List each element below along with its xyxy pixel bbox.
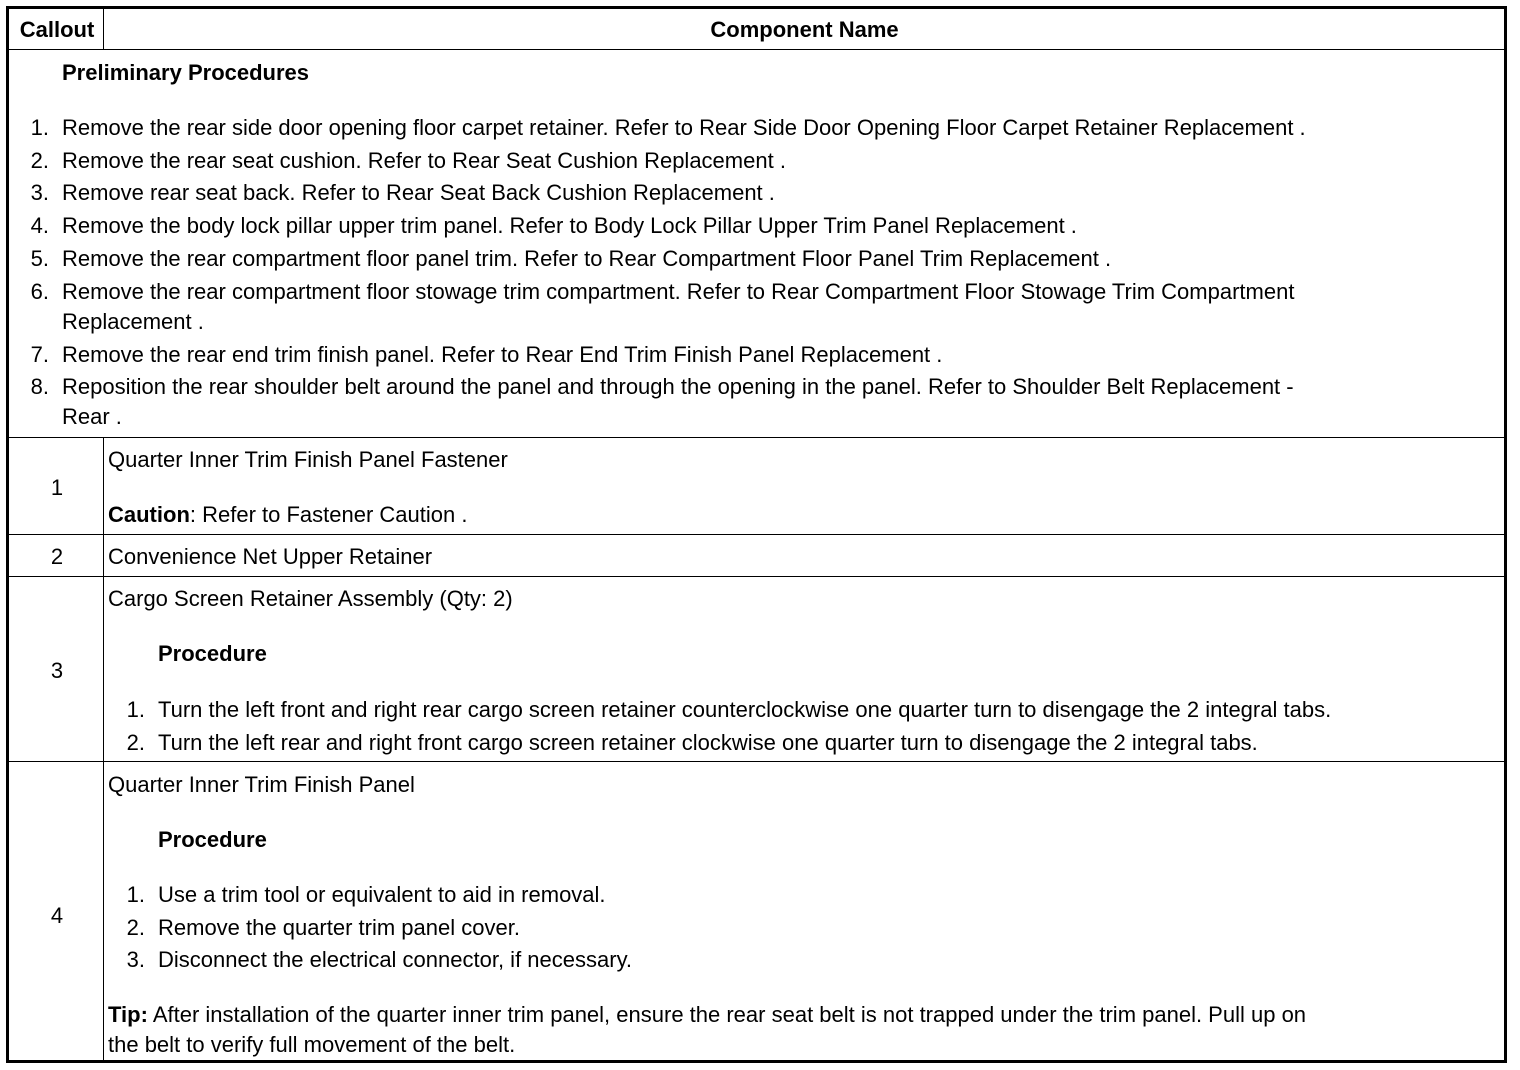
row-3-step-1-text: Turn the left front and right rear cargo screen retainer counterclockwise one quarter turn to disengage the 2 integral tabs. [158, 697, 1332, 722]
tip-label: Tip: [108, 1002, 148, 1027]
row-3-bottom-rule [9, 761, 1504, 762]
row-4-tip-cont: the belt to verify full movement of the belt. [108, 1032, 516, 1057]
prelim-step-4-text: Remove the body lock pillar upper trim panel. Refer to Body Lock Pillar Upper Trim Panel Replacement . [62, 213, 1077, 238]
row-4-tip [108, 1000, 1306, 1030]
row-1-bottom-rule [9, 534, 1504, 535]
prelim-step-6-num: 6. [30, 279, 49, 304]
prelim-step-1-text: Remove the rear side door opening floor carpet retainer. Refer to Rear Side Door Opening Floor Carpet Retainer Replacement . [62, 115, 1306, 140]
row-2-bottom-rule [9, 576, 1504, 577]
prelim-step-1-num: 1. [30, 115, 49, 140]
row-4-step-3-text: Disconnect the electrical connector, if necessary. [158, 947, 633, 972]
row-1-caution [108, 500, 467, 530]
callout-2: 2 [50, 544, 64, 569]
prelim-step-5-num: 5. [30, 246, 49, 271]
row-3-name: Cargo Screen Retainer Assembly (Qty: 2) [108, 586, 513, 611]
preliminary-heading: Preliminary Procedures [62, 60, 310, 85]
prelim-step-8-text-cont: Rear . [62, 404, 122, 429]
row-4-step-2-num: 2. [126, 915, 145, 940]
prelim-step-5-text: Remove the rear compartment floor panel trim. Refer to Rear Compartment Floor Panel Trim Replacement . [62, 246, 1112, 271]
row-3-step-2-text: Turn the left rear and right front cargo screen retainer clockwise one quarter turn to disengage the 2 integral tabs. [158, 730, 1258, 755]
row-3-step-1-num: 1. [126, 697, 145, 722]
caution-text: : Refer to Fastener Caution . [189, 502, 468, 527]
row-1-name: Quarter Inner Trim Finish Panel Fastener [108, 447, 508, 472]
prelim-step-4-num: 4. [30, 213, 49, 238]
row-4-procedure-heading: Procedure [158, 827, 267, 852]
header-divider [103, 9, 104, 50]
prelim-step-3-text: Remove rear seat back. Refer to Rear Seat Back Cushion Replacement . [62, 180, 775, 205]
component-table [6, 6, 1507, 1063]
caution-label: Caution [108, 502, 190, 527]
prelim-step-7-num: 7. [30, 342, 49, 367]
prelim-step-2-text: Remove the rear seat cushion. Refer to Rear Seat Cushion Replacement . [62, 148, 786, 173]
callout-column-divider [103, 437, 104, 1060]
prelim-step-8-text: Reposition the rear shoulder belt around the panel and through the opening in the panel. Refer to Shoulder Belt Replacement - [62, 374, 1294, 399]
prelim-step-6-text-cont: Replacement . [62, 309, 204, 334]
prelim-step-2-num: 2. [30, 148, 49, 173]
row-4-step-2-text: Remove the quarter trim panel cover. [158, 915, 520, 940]
prelim-step-8-num: 8. [30, 374, 49, 399]
preliminary-bottom-rule [9, 437, 1504, 438]
row-3-procedure-heading: Procedure [158, 641, 267, 666]
row-3-step-2-num: 2. [126, 730, 145, 755]
row-4-step-3-num: 3. [126, 947, 145, 972]
prelim-step-7-text: Remove the rear end trim finish panel. Refer to Rear End Trim Finish Panel Replacement . [62, 342, 943, 367]
header-component-name: Component Name [710, 17, 899, 42]
callout-1: 1 [50, 475, 64, 500]
row-4-step-1-text: Use a trim tool or equivalent to aid in removal. [158, 882, 606, 907]
tip-text: After installation of the quarter inner trim panel, ensure the rear seat belt is not trapped under the trim panel. Pull up on [147, 1002, 1307, 1027]
prelim-step-3-num: 3. [30, 180, 49, 205]
row-2-name: Convenience Net Upper Retainer [108, 544, 433, 569]
callout-3: 3 [50, 658, 64, 683]
header-callout: Callout [19, 17, 95, 42]
row-4-step-1-num: 1. [126, 882, 145, 907]
header-bottom-rule [9, 49, 1504, 50]
prelim-step-6-text: Remove the rear compartment floor stowage trim compartment. Refer to Rear Compartment Floor Stowage Trim Compartment [62, 279, 1295, 304]
callout-4: 4 [50, 903, 64, 928]
row-4-name: Quarter Inner Trim Finish Panel [108, 772, 415, 797]
